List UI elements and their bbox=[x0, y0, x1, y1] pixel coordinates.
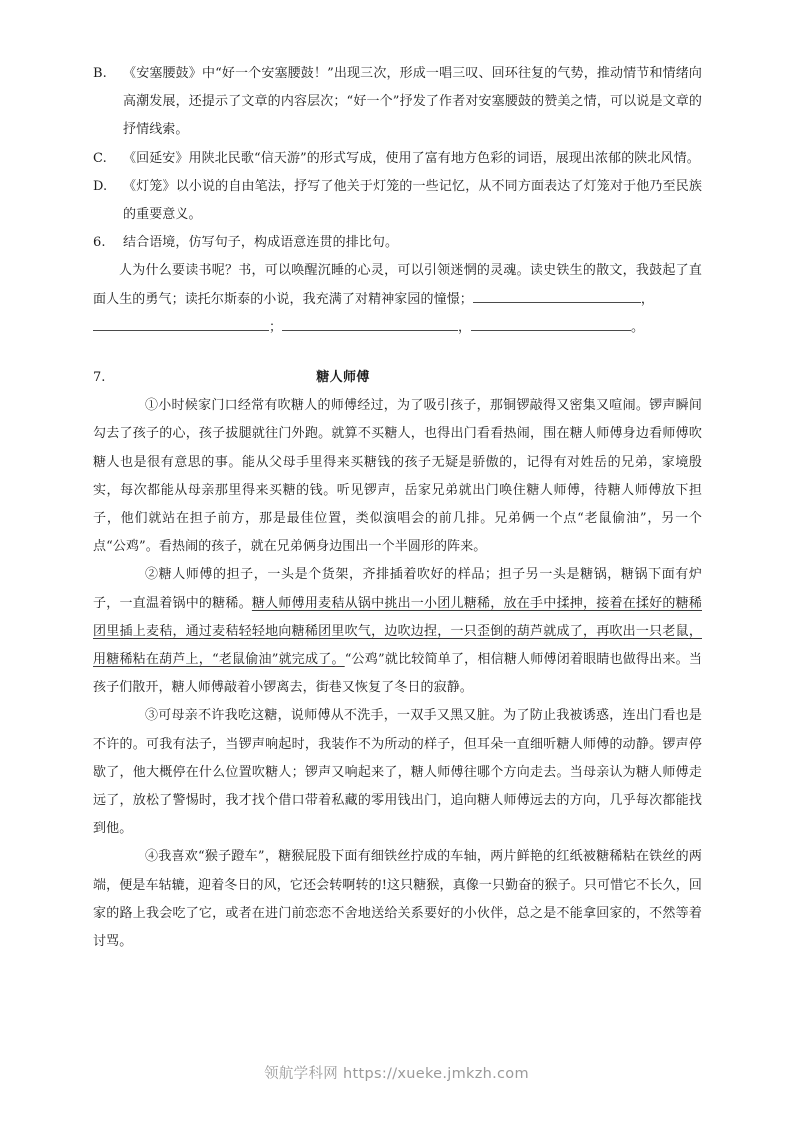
question-6-blank-row-2 bbox=[93, 314, 702, 342]
answer-blank-punct-1: ， bbox=[640, 291, 655, 307]
passage-paragraph-1-text: ①小时候家门口经常有吹糖人的师傅经过，为了吸引孩子，那铜锣敲得又密集又喧闹。锣声瞬间勾去了孩子的心，孩子拔腿就往门外跑。就算不买糖人，也得出门看看热闹，围在糖人师傅身边看师傅吹糖人也是很有意思的事。能从父母手里得来买糖钱的孩子无疑是骄傲的，记得有对姓岳的兄弟，家境殷实，每次都能从母亲那里得来买糖的钱。听见锣声，岳家兄弟就出门唤住糖人师傅，待糖人师傅放下担子，他们就站在担子前方，那是最佳位置，类似演唱会的前几排。兄弟俩一个点“老鼠偷油”，另一个点“公鸡”。看热闹的孩子，就在兄弟俩身边围出一个半圆形的阵来。 bbox=[93, 398, 702, 555]
passage-paragraph-3-text: ③可母亲不许我吃这糖，说师傅从不洗手，一双手又黑又脏。为了防止我被诱惑，连出门看也是不许的。可我有法子，当锣声响起时，我装作不为所动的样子，但耳朵一直细听糖人师傅的动静。锣声停歇了，他大概停在什么位置吹糖人；锣声又响起来了，糖人师傅往哪个方向走去。当母亲认为糖人师傅走远了，放松了警惕时，我才找个借口带着私藏的零用钱出门，追向糖人师傅远去的方向，几乎每次都能找到他。 bbox=[93, 708, 702, 837]
answer-blank-punct-2: ； bbox=[269, 319, 283, 335]
choice-option-d bbox=[93, 173, 702, 229]
footer-url: https://xueke.jmkzh.com bbox=[343, 1066, 529, 1082]
passage-paragraph-2 bbox=[93, 561, 702, 702]
choice-option-b bbox=[93, 60, 702, 145]
question-6-marker: 6. bbox=[93, 235, 106, 251]
choice-marker-b: B. bbox=[93, 66, 107, 81]
question-6-body bbox=[93, 257, 702, 313]
choice-option-c bbox=[93, 145, 702, 173]
answer-blank-2[interactable] bbox=[93, 315, 269, 331]
question-7-marker: 7. bbox=[93, 370, 106, 386]
passage-paragraph-1 bbox=[93, 392, 702, 561]
footer-watermark bbox=[0, 1062, 793, 1083]
passage-paragraph-2-before: ②糖人师傅的担子，一头是个货架，齐排插着吹好的样品；担子另一头是糖锅，糖锅下面有炉子，一直温着锅中的糖稀。 bbox=[93, 567, 702, 611]
passage-paragraph-2-after: “公鸡”就比较简单了，相信糖人师傅闭着眼睛也做得出来。当孩子们散开，糖人师傅敲着小锣离去，街巷又恢复了冬日的寂静。 bbox=[93, 652, 703, 696]
choice-text-d: 《灯笼》以小说的自由笔法，抒写了他关于灯笼的一些记忆，从不同方面表达了灯笼对于他乃至民族的重要意义。 bbox=[123, 178, 702, 223]
passage-paragraph-4-text: ④我喜欢“猴子蹬车”，糖猴屁股下面有细铁丝拧成的车轴，两片鲜艳的红纸被糖稀粘在铁丝的两端，便是车轱辘，迎着冬日的风，它还会转啊转的!这只糖猴，真像一只勤奋的猴子。只可惜它不长久，回家的路上我会吃了它，或者在进门前恋恋不舍地送给关系要好的小伙伴，总之是不能拿回家的，不然等着讨骂。 bbox=[93, 849, 702, 950]
passage-paragraph-3 bbox=[93, 702, 702, 843]
answer-blank-1[interactable] bbox=[473, 287, 641, 303]
choice-marker-c: C. bbox=[93, 150, 107, 166]
document-content bbox=[93, 60, 702, 956]
footer-site-name: 领航学科网 bbox=[264, 1066, 339, 1082]
answer-blank-3[interactable] bbox=[282, 315, 458, 331]
passage-paragraph-2-underlined: 糖人师傅用麦秸从锅中挑出一小团儿糖稀，放在手中揉抻，接着在揉好的糖稀团里插上麦秸，通过麦秸轻轻地向糖稀团里吹气，边吹边捏，一只歪倒的葫芦就成了，再吹出一只老鼠，用糖稀粘在葫芦上，“老鼠偷油”就完成了。 bbox=[93, 595, 702, 668]
answer-blank-4[interactable] bbox=[471, 315, 631, 331]
choice-marker-d: D. bbox=[93, 178, 108, 194]
question-6-body-text: 人为什么要读书呢？书，可以唤醒沉睡的心灵，可以引领迷惘的灵魂。读史铁生的散文，我鼓起了直面人生的勇气；读托尔斯泰的小说，我充满了对精神家园的憧憬； bbox=[93, 263, 702, 307]
choice-text-c: 《回延安》用陕北民歌“信天游”的形式写成，使用了富有地方色彩的词语，展现出浓郁的陕北风情。 bbox=[123, 150, 700, 166]
question-6-prompt-text: 结合语境，仿写句子，构成语意连贯的排比句。 bbox=[123, 235, 399, 251]
section-spacer bbox=[93, 342, 702, 364]
question-6-prompt bbox=[93, 229, 702, 257]
choice-text-b: 《安塞腰鼓》中“好一个安塞腰鼓！”出现三次，形成一唱三叹、回环往复的气势，推动情节和情绪向高潮发展，还提示了文章的内容层次；“好一个”抒发了作者对安塞腰鼓的赞美之情，可以说是文章的抒情线索。 bbox=[123, 66, 702, 138]
passage-title: 糖人师傅 bbox=[316, 370, 370, 386]
answer-blank-punct-4: 。 bbox=[631, 319, 645, 335]
question-7-header bbox=[93, 364, 702, 392]
answer-blank-punct-3: ， bbox=[458, 319, 472, 335]
passage-paragraph-4 bbox=[93, 843, 702, 956]
